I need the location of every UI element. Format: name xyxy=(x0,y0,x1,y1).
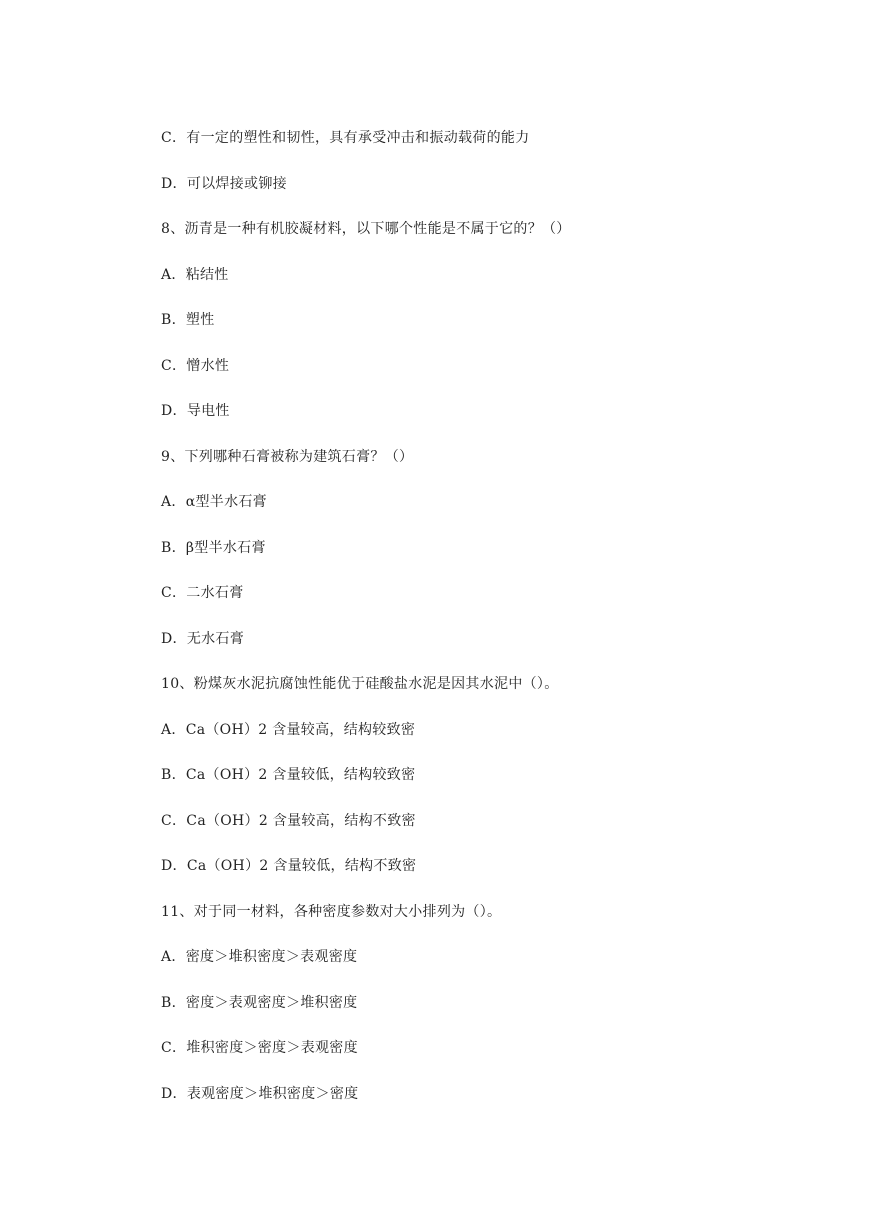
q7-option-d: D．可以焊接或铆接 xyxy=(161,176,287,192)
question-10: 10、粉煤灰水泥抗腐蚀性能优于硅酸盐水泥是因其水泥中（）。 xyxy=(161,676,559,692)
q9-option-c: C．二水石膏 xyxy=(161,585,244,601)
q10-option-a: A．Ca（OH）2 含量较高，结构较致密 xyxy=(161,722,416,738)
q11-option-a: A．密度＞堆积密度＞表观密度 xyxy=(161,949,358,965)
q11-option-d: D．表观密度＞堆积密度＞密度 xyxy=(161,1086,359,1102)
q8-option-d: D．导电性 xyxy=(161,403,230,419)
question-8: 8、沥青是一种有机胶凝材料，以下哪个性能是不属于它的？（） xyxy=(161,221,571,237)
q8-option-b: B．塑性 xyxy=(161,312,215,328)
q9-option-a: A．α型半水石膏 xyxy=(161,494,267,510)
q8-option-a: A．粘结性 xyxy=(161,267,229,283)
q11-option-c: C．堆积密度＞密度＞表观密度 xyxy=(161,1040,358,1056)
q8-option-c: C．憎水性 xyxy=(161,358,230,374)
q10-option-d: D．Ca（OH）2 含量较低，结构不致密 xyxy=(161,858,417,874)
q10-option-b: B．Ca（OH）2 含量较低，结构较致密 xyxy=(161,767,416,783)
q7-option-c: C．有一定的塑性和韧性，具有承受冲击和振动载荷的能力 xyxy=(161,130,530,146)
question-9: 9、下列哪种石膏被称为建筑石膏？（） xyxy=(161,449,414,465)
question-11: 11、对于同一材料，各种密度参数对大小排列为（）。 xyxy=(161,904,502,920)
q9-option-b: B．β型半水石膏 xyxy=(161,540,266,556)
q11-option-b: B．密度＞表观密度＞堆积密度 xyxy=(161,995,358,1011)
q10-option-c: C．Ca（OH）2 含量较高，结构不致密 xyxy=(161,813,416,829)
q9-option-d: D．无水石膏 xyxy=(161,631,245,647)
